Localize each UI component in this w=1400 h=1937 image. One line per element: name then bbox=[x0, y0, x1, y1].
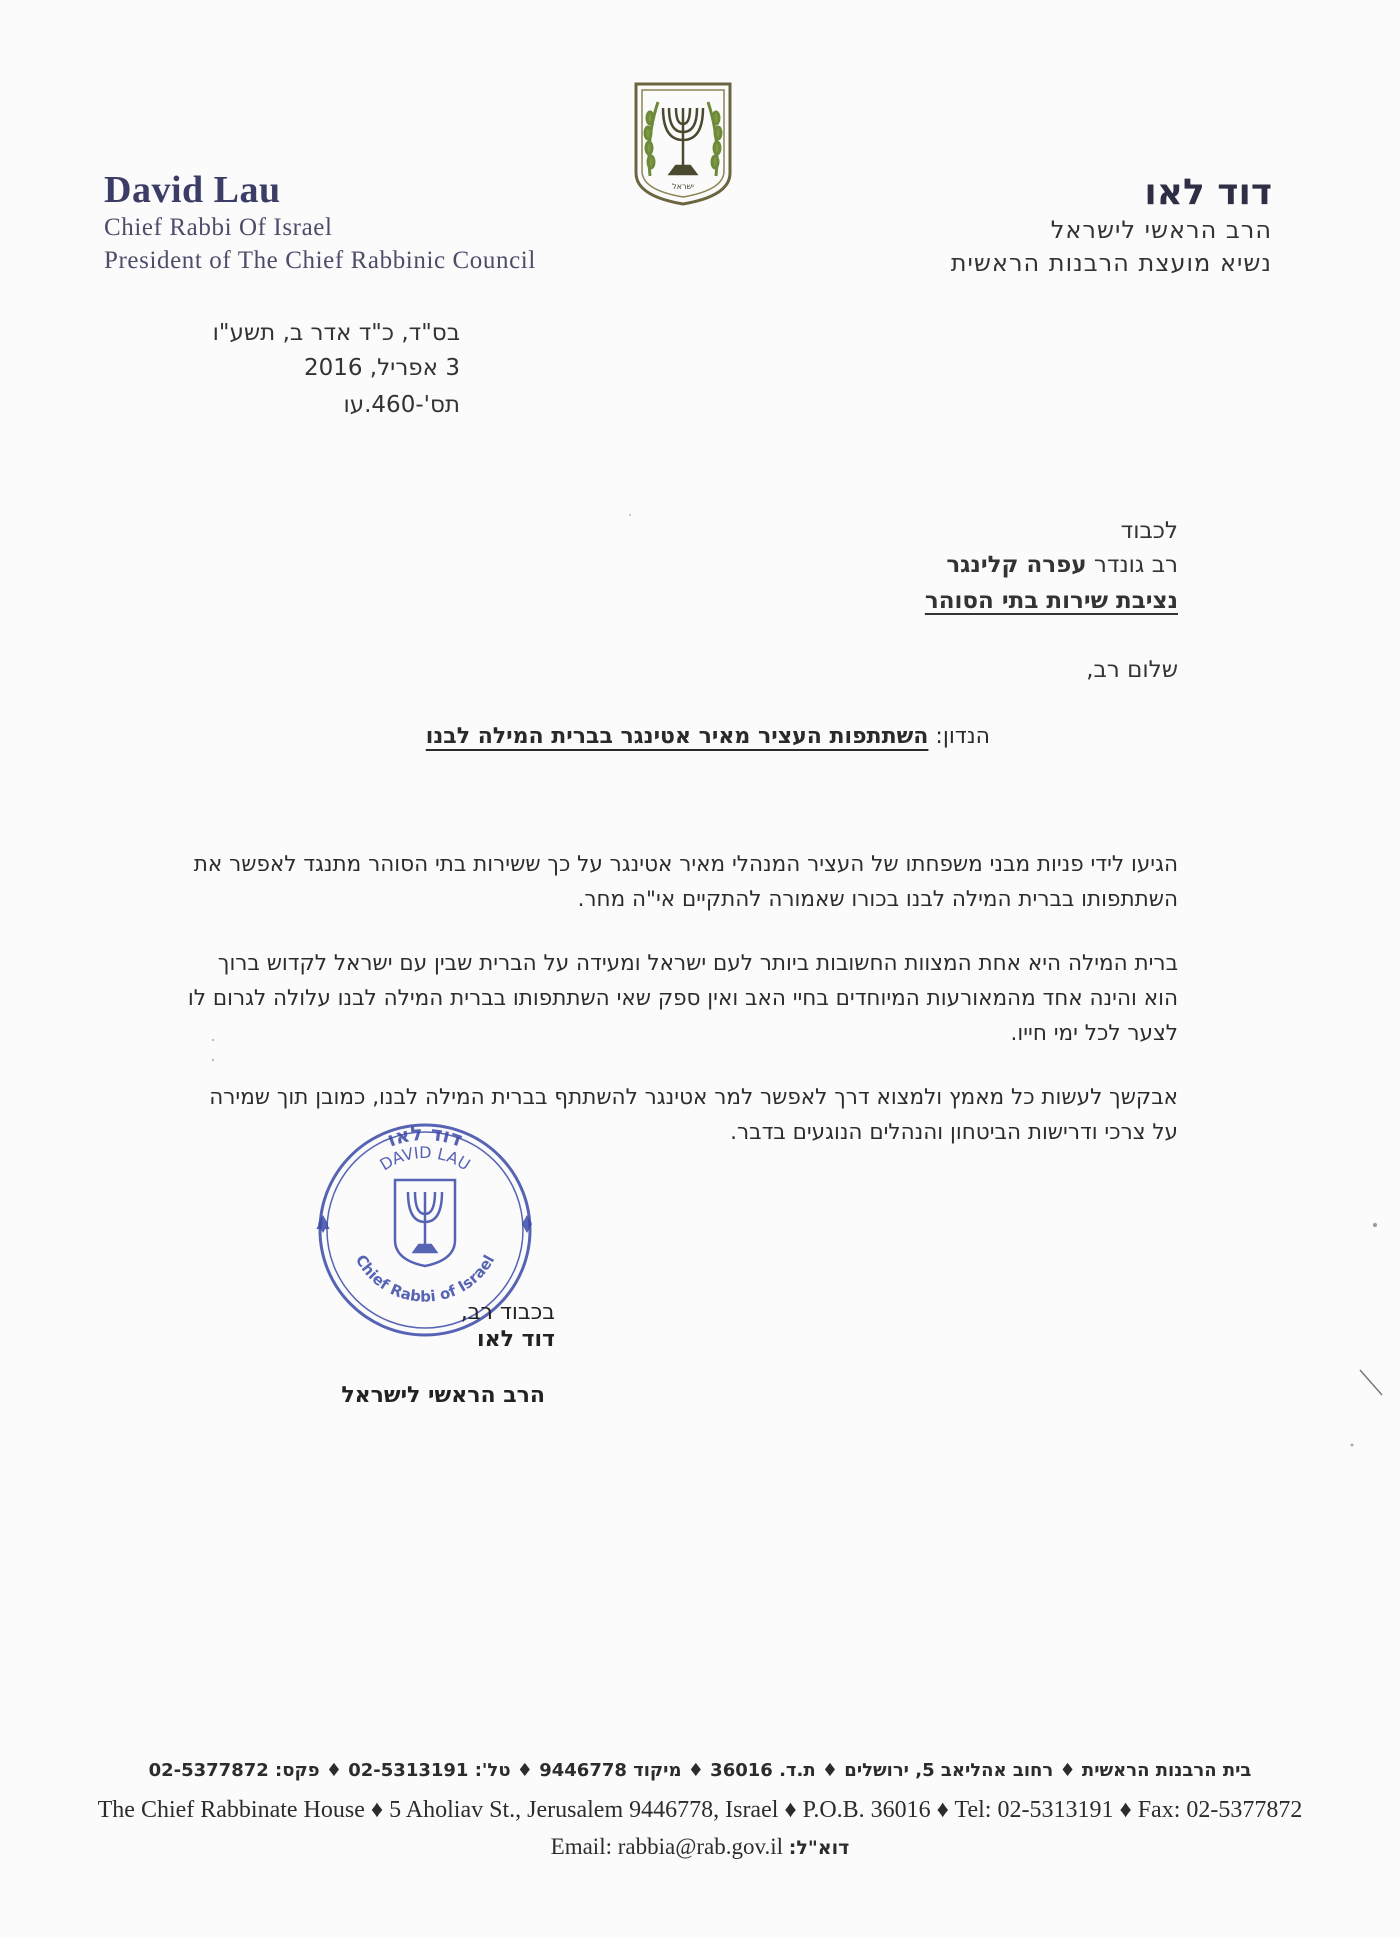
heb-name: דוד לאו bbox=[1144, 172, 1272, 213]
signature-title: הרב הראשי לישראל bbox=[341, 1383, 545, 1408]
footer-email-link[interactable]: rabbia@rab.gov.il bbox=[617, 1834, 784, 1859]
eng-name: David Lau bbox=[104, 169, 281, 211]
svg-text:ישראל: ישראל bbox=[672, 182, 694, 191]
body-paragraph-3: אבקשך לעשות כל מאמץ ולמצוא דרך לאפשר למר אטינגר להשתתף בברית המילה לבנו, כמובן תוך שמירה על צרכי ודרישות הביטחון והנהלים הנוגעים בדבר. bbox=[209, 1085, 1178, 1145]
subject-line bbox=[426, 724, 990, 749]
addressee-greeting: לכבוד bbox=[1120, 518, 1178, 544]
heb-title-president: נשיא מועצת הרבנות הראשית bbox=[950, 249, 1272, 277]
signature-name: דוד לאו bbox=[477, 1327, 555, 1352]
eng-title-chief-rabbi: Chief Rabbi Of Israel bbox=[104, 214, 333, 241]
addressee-name: עפרה קלינגר bbox=[946, 552, 1087, 578]
addressee-position-wrap bbox=[925, 588, 1178, 614]
gregorian-date: 3 אפריל, 2016 bbox=[303, 355, 460, 381]
reference-number: תס'-460.עו bbox=[343, 392, 460, 418]
signature-closing: בכבוד רב, bbox=[460, 1300, 555, 1325]
subject-text: השתתפות העציר מאיר אטינגר בברית המילה לבנו bbox=[425, 724, 929, 749]
footer-hebrew-address: בית הרבנות הראשית ♦ רחוב אהליאב 5, ירושלים ♦ ת.ד. 36016 ♦ מיקוד 9446778 ♦ טל': 02-5313191 ♦ פקס: 02-5377872 bbox=[148, 1760, 1252, 1781]
addressee-line bbox=[946, 552, 1178, 578]
body-paragraph-1: הגיעו לידי פניות מבני משפחתו של העציר המנהלי מאיר אטינגר על כך ששירות בתי הסוהר מתנגד לאפשר את השתתפותו בברית המילה לבנו בכורו שאמורה להתקיים אי"ה מחר. bbox=[193, 852, 1178, 912]
salutation: שלום רב, bbox=[1086, 657, 1178, 683]
stamp-eng-top: DAVID LAU bbox=[376, 1142, 474, 1175]
footer-email-heb-label: :דוא"ל bbox=[788, 1837, 850, 1859]
addressee-rank: רב גונדר bbox=[1093, 552, 1178, 578]
stamp-heb-top: דוד לאו bbox=[383, 1120, 466, 1152]
eng-title-president: President of The Chief Rabbinic Council bbox=[104, 247, 536, 274]
hebrew-date: בס"ד, כ"ד אדר ב, תשע"ו bbox=[212, 320, 460, 346]
heb-title-chief-rabbi: הרב הראשי לישראל bbox=[1050, 216, 1272, 244]
stamp-eng-side: Chief Rabbi of Israel bbox=[351, 1251, 499, 1306]
footer-english-address: The Chief Rabbinate House ♦ 5 Aholiav St., Jerusalem 9446778, Israel ♦ P.O.B. 36016 ♦ Tel: 02-5313191 ♦ Fax: 02-5377872 bbox=[97, 1797, 1303, 1823]
subject-label: הנדון: bbox=[935, 724, 990, 749]
addressee-position: נציבת שירות בתי הסוהר bbox=[924, 588, 1178, 614]
footer-email-label: Email: bbox=[550, 1834, 612, 1859]
svg-text:Chief Rabbi of Israel bbox=[352, 1252, 498, 1306]
footer-email-line bbox=[0, 1834, 1400, 1860]
body-paragraph-2: ברית המילה היא אחת המצוות החשובות ביותר לעם ישראל ומעידה על הברית שבין עם ישראל לקדוש ברוך הוא והינה אחד מהמאורעות המיוחדים בחיי האב ואין ספק שאי השתתפותו בברית המילה לבנו עלולה לגרום לו לצער לכל ימי חייו. bbox=[187, 951, 1178, 1046]
signature-block bbox=[300, 1300, 555, 1352]
menorah-emblem-icon bbox=[628, 78, 738, 208]
